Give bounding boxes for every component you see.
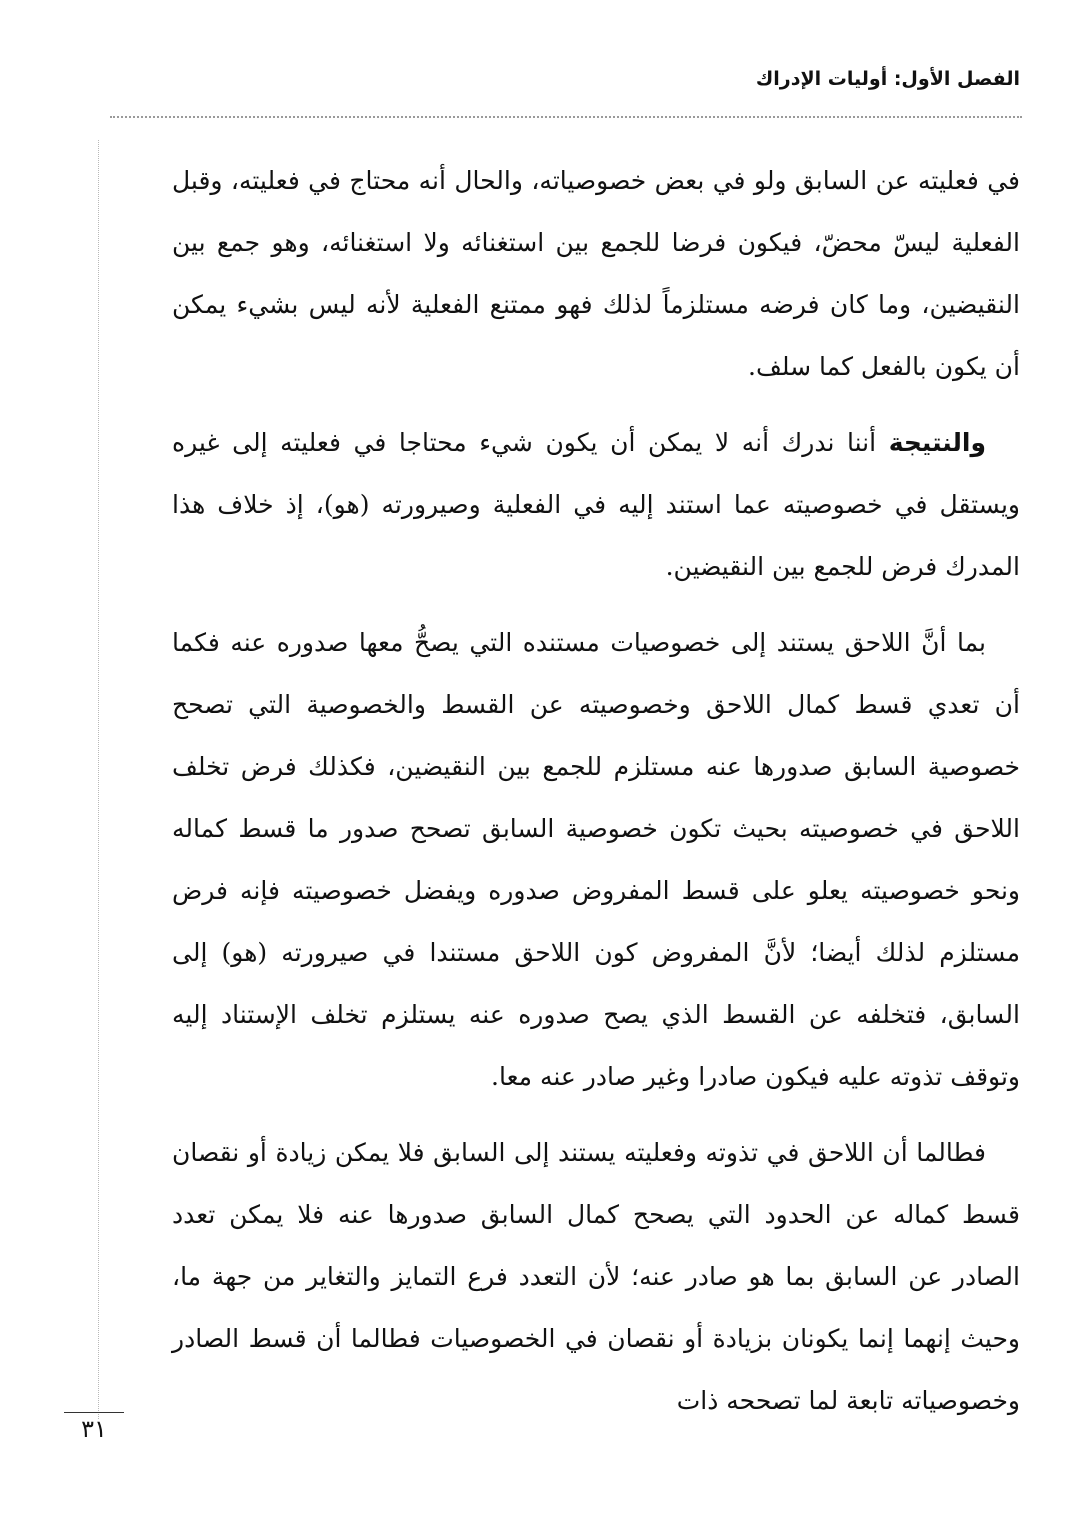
margin-divider xyxy=(98,140,99,1419)
paragraph-2 xyxy=(172,412,1020,598)
running-header: الفصل الأول: أوليات الإدراك xyxy=(755,68,1020,90)
main-text xyxy=(172,150,1020,1446)
paragraph-4: فطالما أن اللاحق في تذوته وفعليته يستند إلى السابق فلا يمكن زيادة أو نقصان قسط كماله عن الحدود التي يصحح كمال السابق صدورها عنه فلا يمكن تعدد الصادر عن السابق بما هو صادر عنه؛ لأن التعدد فرع التمايز والتغاير من جهة ما، وحيث إنهما إنما يكونان بزيادة أو نقصان في الخصوصيات فطالما أن قسط الصادر وخصوصياته تابعة لما تصححه ذات xyxy=(172,1138,1020,1415)
paragraph-1: في فعليته عن السابق ولو في بعض خصوصياته، والحال أنه محتاج في فعليته، وقبل الفعلية ليسّ محضّ، فيكون فرضا للجمع بين استغنائه ولا استغنائه، وهو جمع بين النقيضين، وما كان فرضه مستلزماً لذلك فهو ممتنع الفعلية لأنه ليس بشيء يمكن أن يكون بالفعل كما سلف. xyxy=(172,166,1020,381)
header-divider xyxy=(110,116,1022,118)
page-number: ٣١ xyxy=(64,1412,124,1443)
paragraph-2-text: أننا ندرك أنه لا يمكن أن يكون شيء محتاجا في فعليته إلى غيره ويستقل في خصوصيته عما استند إليه في الفعلية وصيرورته (هو)، إذ خلاف هذا المدرك فرض للجمع بين النقيضين. xyxy=(172,428,1020,581)
paragraph-2-lead: والنتيجة xyxy=(888,428,986,457)
paragraph-3: بما أنَّ اللاحق يستند إلى خصوصيات مستنده التي يصحُّ معها صدوره عنه فكما أن تعدي قسط كمال اللاحق وخصوصيته عن القسط والخصوصية التي تصحح خصوصية السابق صدورها عنه مستلزم للجمع بين النقيضين، فكذلك فرض تخلف اللاحق في خصوصيته بحيث تكون خصوصية السابق تصحح صدور ما قسط كماله ونحو خصوصيته يعلو على قسط المفروض صدوره ويفضل خصوصيته فإنه فرض مستلزم لذلك أيضا؛ لأنَّ المفروض كون اللاحق مستندا في صيرورته (هو) إلى السابق، فتخلفه عن القسط الذي يصح صدوره عنه يستلزم تخلف الإستناد إليه وتوقف تذوته عليه فيكون صادرا وغير صادر عنه معا. xyxy=(172,628,1020,1091)
